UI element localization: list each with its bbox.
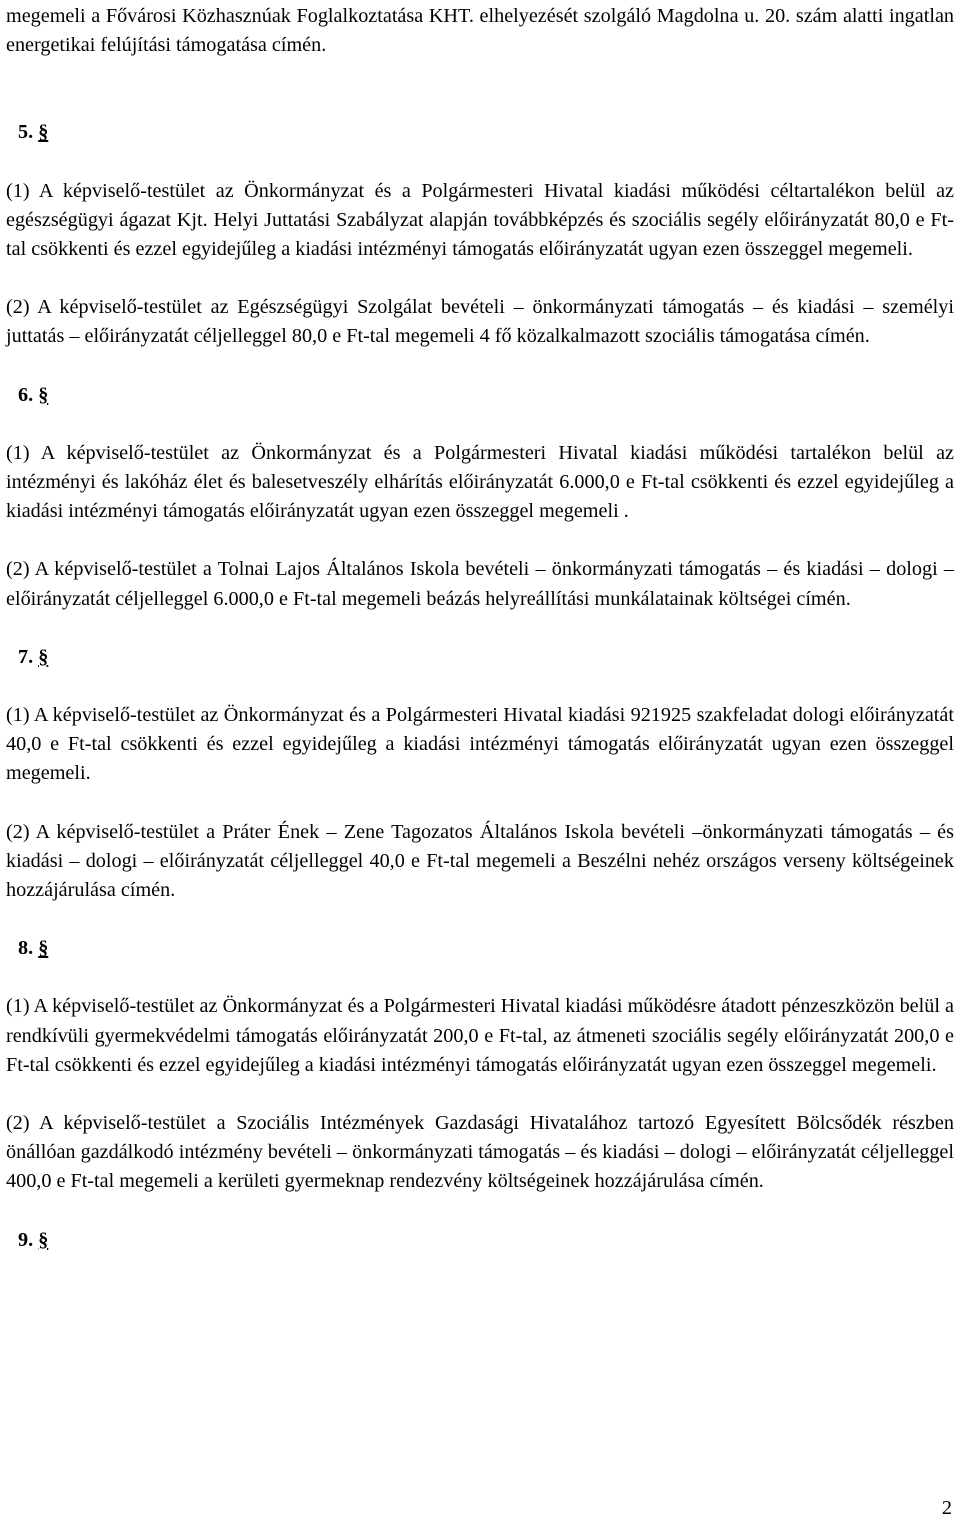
section-number: 6.	[18, 383, 34, 406]
section-number: 5.	[18, 121, 34, 144]
paragraph: (1) A képviselő-testület az Önkormányzat és a Polgármesteri Hivatal kiadási működési céltartalékon belül az egészségügyi ágazat Kjt. Helyi Juttatási Szabályzat alapján továbbképzés és szociális segély előirányzatát 80,0 e Ft-tal csökkenti és ezzel egyidejűleg a kiadási intézményi támogatás előirányzatát ugyan ezen összeggel megemeli.	[6, 179, 954, 261]
intro-paragraph: megemeli a Fővárosi Közhasznúak Foglalkoztatása KHT. elhelyezését szolgáló Magdolna u. 20. szám alatti ingatlan energetikai felújítási támogatása címén.	[6, 5, 954, 57]
section-number: 9.	[18, 1228, 34, 1251]
document-page	[6, 0, 954, 1255]
section-number: 8.	[18, 937, 34, 960]
page-number: 2	[941, 1497, 952, 1519]
paragraph: (1) A képviselő-testület az Önkormányzat és a Polgármesteri Hivatal kiadási 921925 szakfeladat dologi előirányzatát 40,0 e Ft-tal csökkenti és ezzel egyidejűleg a kiadási intézményi támogatás előirányzatát ugyan ezen összeggel megemeli.	[6, 704, 954, 785]
paragraph: (2) A képviselő-testület a Tolnai Lajos Általános Iskola bevételi – önkormányzati támogatás – és kiadási – dologi – előirányzatát céljelleggel 6.000,0 e Ft-tal megemeli beázás helyreállítási munkálatainak költségei címén.	[6, 558, 954, 610]
paragraph: (1) A képviselő-testület az Önkormányzat és a Polgármesteri Hivatal kiadási működési tartalékon belül az intézményi és lakóház élet és balesetveszély elhárítás előirányzatát 6.000,0 e Ft-tal csökkenti és ezzel egyidejűleg a kiadási intézményi támogatás előirányzatát ugyan ezen összeggel megemeli .	[6, 441, 954, 523]
paragraph: (2) A képviselő-testület a Práter Ének – Zene Tagozatos Általános Iskola bevételi –önkormányzati támogatás – és kiadási – dologi – előirányzatát céljelleggel 40,0 e Ft-tal megemeli a Beszélni nehéz országos verseny költségeinek hozzájárulása címén.	[6, 820, 954, 902]
section-symbol: §	[38, 645, 49, 668]
paragraph: (1) A képviselő-testület az Önkormányzat és a Polgármesteri Hivatal kiadási működésre átadott pénzeszközön belül a rendkívüli gyermekvédelmi támogatás előirányzatát 200,0 e Ft-tal, az átmeneti szociális segély előirányzatát 200,0 e Ft-tal csökkenti és ezzel egyidejűleg a kiadási intézményi támogatás előirányzatát ugyan ezen összeggel megemeli.	[6, 995, 954, 1076]
section-number: 7.	[18, 645, 34, 668]
section-heading-5	[6, 118, 954, 147]
section-symbol: §	[38, 121, 49, 144]
section-heading-9	[6, 1226, 954, 1255]
paragraph: (2) A képviselő-testület a Szociális Intézmények Gazdasági Hivatalához tartozó Egyesített Bölcsődék részben önállóan gazdálkodó intézmény bevételi – önkormányzati támogatás – és kiadási – dologi – előirányzatát céljelleggel 400,0 e Ft-tal megemeli a kerületi gyermeknap rendezvény költségeinek hozzájárulása címén.	[6, 1112, 954, 1193]
section-heading-6	[6, 381, 954, 410]
section-heading-8	[6, 934, 954, 963]
section-symbol: §	[38, 383, 49, 406]
paragraph: (2) A képviselő-testület az Egészségügyi Szolgálat bevételi – önkormányzati támogatás – és kiadási – személyi juttatás – előirányzatát céljelleggel 80,0 e Ft-tal megemeli 4 fő közalkalmazott szociális támogatása címén.	[6, 296, 954, 348]
section-symbol: §	[38, 937, 49, 960]
section-heading-7	[6, 643, 954, 672]
section-symbol: §	[38, 1228, 49, 1251]
